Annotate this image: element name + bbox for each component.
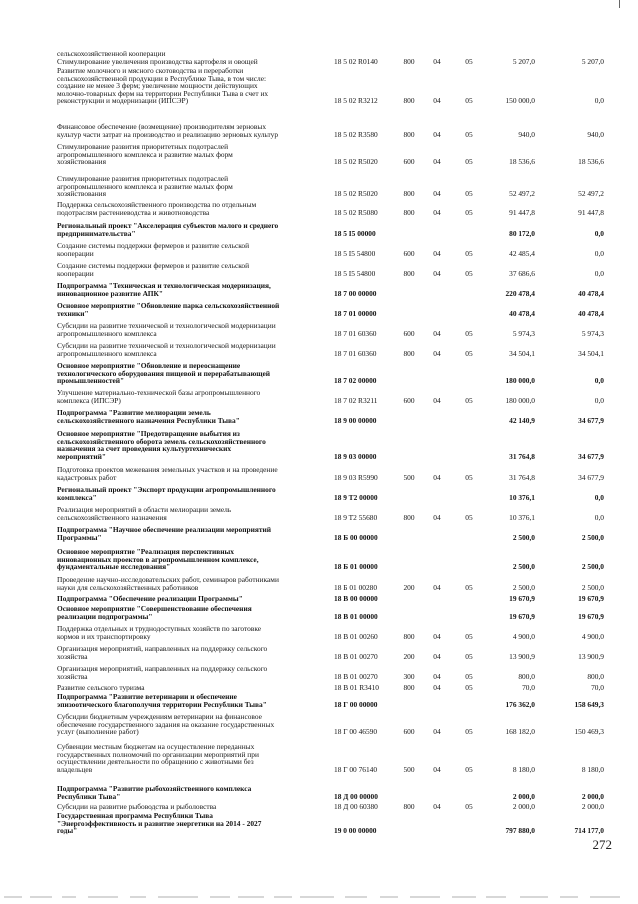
- row-section: 04: [433, 395, 441, 405]
- row-sum-next: 34 677,9: [578, 415, 604, 425]
- table-row: [0, 302, 638, 317]
- scan-smudge: [274, 896, 292, 898]
- row-expense-type: 800: [403, 268, 415, 278]
- row-name: Подпрограмма "Научное обеспечение реализации мероприятий Программы": [57, 525, 271, 542]
- scan-smudge: [410, 896, 440, 898]
- table-row: [0, 713, 638, 736]
- row-code: 18 9 T2 00000: [334, 492, 378, 502]
- row-sum-next: 0,0: [594, 96, 604, 106]
- row-name: Подготовка проектов межевания земельных участков и на проведение кадастровых работ: [57, 465, 278, 482]
- row-name: Основное мероприятие "Предотвращение выбытия из сельскохозяйственного оборота земель сельскохозяйственного назначения за счет проведения культуртехнических мероприятий": [57, 429, 266, 461]
- table-row: [0, 548, 638, 571]
- row-name: Основное мероприятие "Обновление и переоснащение технологического оборудования пищевой и перерабатывающей промышленностей": [57, 361, 271, 386]
- table-row: [0, 262, 638, 277]
- row-sum-current: 10 376,1: [509, 492, 535, 502]
- row-section: 04: [433, 189, 441, 199]
- table-row: [0, 693, 638, 708]
- row-name: Субсидии на развитие технической и технологической модернизации агропромышленного комплекса: [57, 321, 276, 338]
- row-section: 04: [433, 268, 441, 278]
- row-subsection: 05: [465, 189, 473, 199]
- row-sum-next: 0,0: [594, 268, 604, 278]
- row-code: 18 В 01 00270: [334, 651, 378, 661]
- table-row: [0, 803, 638, 811]
- row-sum-next: 34 504,1: [578, 348, 604, 358]
- row-sum-next: 40 478,4: [578, 288, 604, 298]
- row-sum-current: 42 485,4: [509, 248, 535, 258]
- row-code: 18 7 02 R3211: [334, 395, 378, 405]
- row-code: 18 5 02 R3580: [334, 129, 378, 139]
- row-sum-current: 52 497,2: [509, 189, 535, 199]
- row-subsection: 05: [465, 512, 473, 522]
- table-row: [0, 605, 638, 620]
- row-sum-next: 158 649,3: [574, 699, 604, 709]
- row-code: 18 В 01 00000: [334, 611, 378, 621]
- row-section: 04: [433, 328, 441, 338]
- row-section: 04: [433, 802, 441, 811]
- row-expense-type: 800: [403, 189, 415, 199]
- row-expense-type: 500: [403, 472, 415, 482]
- row-code: 18 5 I5 54800: [334, 248, 376, 258]
- row-code: 18 5 I5 00000: [334, 228, 376, 238]
- table-row: [0, 242, 638, 257]
- row-code: 18 Д 00 00000: [334, 791, 378, 801]
- row-sum-next: 34 677,9: [578, 472, 604, 482]
- row-section: 04: [433, 631, 441, 641]
- row-sum-current: 150 000,0: [505, 96, 535, 106]
- row-sum-current: 19 670,9: [509, 611, 535, 621]
- table-row: [0, 595, 638, 603]
- table-row: [0, 526, 638, 541]
- row-name: Поддержка отдельных и труднодоступных хозяйств по заготовке кормов и их транспортировку: [57, 624, 262, 641]
- row-name: Создание системы поддержки фермеров и развитие сельской кооперации: [57, 241, 250, 258]
- table-row: [0, 430, 638, 460]
- table-row: [0, 58, 638, 66]
- row-code: 18 7 02 00000: [334, 376, 377, 386]
- row-code: 18 9 T2 55680: [334, 512, 378, 522]
- table-row: [0, 143, 638, 166]
- row-subsection: 05: [465, 268, 473, 278]
- row-code: 18 Б 00 00000: [334, 532, 378, 542]
- row-expense-type: 200: [403, 651, 415, 661]
- row-code: 18 В 01 00260: [334, 631, 378, 641]
- row-sum-current: 800,0: [518, 671, 535, 681]
- row-code: 18 5 02 R5020: [334, 189, 378, 199]
- table-row: [0, 342, 638, 357]
- row-expense-type: 800: [403, 348, 415, 358]
- row-sum-current: 5 974,3: [512, 328, 535, 338]
- row-expense-type: 300: [403, 671, 415, 681]
- row-name: Подпрограмма "Развитие ветеринарии и обеспечение эпизоотического благополучия территории Республики Тыва": [57, 692, 267, 709]
- row-subsection: 05: [465, 683, 473, 692]
- row-sum-next: 19 670,9: [578, 594, 604, 603]
- table-row: [0, 625, 638, 640]
- row-sum-next: 940,0: [587, 129, 604, 139]
- row-sum-next: 150 469,3: [574, 727, 604, 737]
- table-row: [0, 282, 638, 297]
- row-sum-current: 180 000,0: [505, 376, 535, 386]
- table-row: [0, 576, 638, 591]
- row-expense-type: 800: [403, 802, 415, 811]
- row-code: 18 5 02 R3212: [334, 96, 378, 106]
- row-sum-next: 13 900,9: [578, 651, 604, 661]
- row-section: 04: [433, 157, 441, 167]
- row-sum-current: 2 500,0: [512, 582, 535, 592]
- row-sum-current: 5 207,0: [512, 57, 535, 66]
- row-sum-current: 31 764,8: [509, 451, 535, 461]
- row-sum-next: 18 536,6: [578, 157, 604, 167]
- row-name: Основное мероприятие "Совершенствование обеспечения реализации подпрограммы": [57, 604, 252, 621]
- row-name: Субвенции местным бюджетам на осуществление переданных государственных полномочий по организации мероприятий при осуществлении деятельности по обращению с животными без владельцев: [57, 742, 259, 774]
- row-section: 04: [433, 727, 441, 737]
- row-expense-type: 600: [403, 328, 415, 338]
- row-section: 04: [433, 582, 441, 592]
- table-row: [0, 67, 638, 105]
- table-row: [0, 785, 638, 800]
- row-sum-next: 5 974,3: [581, 328, 604, 338]
- row-name: Стимулирование развития приоритетных подотраслей агропромышленного комплекса и развитие малых форм хозяйствования: [57, 174, 233, 199]
- row-subsection: 05: [465, 472, 473, 482]
- scan-smudge: [210, 896, 230, 898]
- scan-smudge: [300, 896, 334, 898]
- row-subsection: 05: [465, 631, 473, 641]
- table-row: [0, 506, 638, 521]
- row-name: Организация мероприятий, направленных на поддержку сельского хозяйства: [57, 644, 268, 661]
- row-expense-type: 600: [403, 248, 415, 258]
- row-expense-type: 600: [403, 157, 415, 167]
- row-name: Реализация мероприятий в области мелиорации земель сельскохозяйственного назначения: [57, 505, 232, 522]
- row-section: 04: [433, 683, 441, 692]
- row-section: 04: [433, 651, 441, 661]
- row-sum-current: 168 182,0: [505, 727, 535, 737]
- row-sum-current: 91 447,8: [509, 207, 535, 217]
- row-expense-type: 500: [403, 764, 415, 774]
- row-code: 18 Г 00 00000: [334, 699, 378, 709]
- row-code: 18 9 03 00000: [334, 451, 377, 461]
- row-sum-current: 19 670,9: [509, 594, 535, 603]
- table-row: [0, 645, 638, 660]
- row-sum-next: 2 500,0: [581, 532, 604, 542]
- row-sum-next: 0,0: [594, 248, 604, 258]
- row-name: Подпрограмма "Развитие рыбохозяйственного комплекса Республики Тыва": [57, 784, 252, 801]
- row-code: 18 5 02 R5020: [334, 157, 378, 167]
- row-sum-next: 91 447,8: [578, 207, 604, 217]
- page-number: 272: [592, 837, 612, 852]
- table-row: [0, 362, 638, 385]
- row-expense-type: 800: [403, 683, 415, 692]
- row-subsection: 05: [465, 395, 473, 405]
- row-sum-current: 2 000,0: [512, 791, 535, 801]
- row-code: 18 Б 01 00000: [334, 562, 378, 572]
- row-sum-next: 714 177,0: [574, 826, 604, 836]
- row-section: 04: [433, 248, 441, 258]
- row-name: Государственная программа Республики Тыва "Энергоэффективность и развитие энергетики на 2014 - 2027 годы": [57, 811, 262, 836]
- row-section: 04: [433, 348, 441, 358]
- scan-smudge: [452, 896, 476, 898]
- scan-smudge: [238, 896, 264, 898]
- row-sum-current: 34 504,1: [509, 348, 535, 358]
- row-name: Субсидии бюджетным учреждениям ветеринарии на финансовое обеспечение государственного задания на оказание государственных услуг (выполнение работ): [57, 712, 275, 737]
- scan-smudge: [130, 896, 146, 898]
- table-row: [0, 466, 638, 481]
- row-code: 18 В 00 00000: [334, 594, 378, 603]
- row-code: 18 7 01 60360: [334, 348, 377, 358]
- row-expense-type: 800: [403, 129, 415, 139]
- row-name: Подпрограмма "Развитие мелиорации земель сельскохозяйственного назначения Республики Тыва": [57, 408, 240, 425]
- row-name: Проведение научно-исследовательских работ, семинаров работниками науки для сельскохозяйственных работников: [57, 575, 279, 592]
- row-subsection: 05: [465, 248, 473, 258]
- row-sum-next: 52 497,2: [578, 189, 604, 199]
- row-subsection: 05: [465, 57, 473, 66]
- row-name: Финансовое обеспечение (возмещение) производителям зерновых культур части затрат на производство и реализацию зерновых культур: [57, 122, 279, 139]
- row-sum-current: 10 376,1: [509, 512, 535, 522]
- row-sum-next: 2 000,0: [581, 802, 604, 811]
- row-subsection: 05: [465, 802, 473, 811]
- row-sum-next: 0,0: [594, 492, 604, 502]
- row-code: 18 7 00 00000: [334, 288, 377, 298]
- row-sum-next: 40 478,4: [578, 308, 604, 318]
- row-sum-next: 5 207,0: [581, 57, 604, 66]
- scan-bottom-edge: [0, 893, 638, 904]
- row-sum-current: 176 362,0: [505, 699, 535, 709]
- table-row: [0, 486, 638, 501]
- row-section: 04: [433, 129, 441, 139]
- row-subsection: 05: [465, 96, 473, 106]
- row-code: 19 0 00 00000: [334, 826, 377, 836]
- row-subsection: 05: [465, 348, 473, 358]
- row-sum-current: 70,0: [522, 683, 535, 692]
- row-code: 18 Г 00 46590: [334, 727, 378, 737]
- row-sum-current: 40 478,4: [509, 308, 535, 318]
- row-sum-current: 8 180,0: [512, 764, 535, 774]
- row-sum-next: 0,0: [594, 228, 604, 238]
- row-sum-current: 797 880,0: [505, 826, 535, 836]
- row-section: 04: [433, 96, 441, 106]
- row-code: 18 Д 00 60380: [334, 802, 378, 811]
- row-subsection: 05: [465, 671, 473, 681]
- row-name: Основное мероприятие "Обновление парка сельскохозяйственной техники": [57, 301, 280, 318]
- table-row: [0, 222, 638, 237]
- scan-smudge: [30, 896, 52, 898]
- row-name: Подпрограмма "Обеспечение реализации Программы": [57, 594, 243, 603]
- row-code: 18 7 01 60360: [334, 328, 377, 338]
- row-name: Поддержка сельскохозяйственного производства по отдельным подотраслям растениеводства и животноводства: [57, 200, 257, 217]
- scan-smudge: [4, 896, 22, 898]
- row-code: 18 Б 01 00280: [334, 582, 378, 592]
- row-sum-current: 940,0: [518, 129, 535, 139]
- row-code: 18 В 01 00270: [334, 671, 378, 681]
- row-section: 04: [433, 764, 441, 774]
- row-name: Основное мероприятие "Реализация перспективных инновационных проектов в агропромышленном комплексе, фундаментальные исследования": [57, 547, 259, 572]
- scan-smudge: [520, 896, 548, 898]
- row-sum-current: 18 536,6: [509, 157, 535, 167]
- scan-mark: [619, 0, 620, 8]
- row-subsection: 05: [465, 157, 473, 167]
- row-sum-current: 37 686,6: [509, 268, 535, 278]
- table-row: [0, 201, 638, 216]
- row-expense-type: 800: [403, 96, 415, 106]
- row-name: Субсидии на развитие рыбоводства и рыболовства: [57, 802, 217, 811]
- row-section: 04: [433, 57, 441, 66]
- row-expense-type: 800: [403, 207, 415, 217]
- row-expense-type: 600: [403, 395, 415, 405]
- row-sum-next: 19 670,9: [578, 611, 604, 621]
- row-section: 04: [433, 512, 441, 522]
- row-name: Создание системы поддержки фермеров и развитие сельской кооперации: [57, 261, 250, 278]
- row-sum-current: 13 900,9: [509, 651, 535, 661]
- scan-smudge: [560, 896, 578, 898]
- row-name: Подпрограмма "Техническая и технологическая модернизация, инновационное развитие АПК": [57, 281, 271, 298]
- row-sum-current: 42 140,9: [509, 415, 535, 425]
- row-name: Региональный проект "Экспорт продукции агропромышленного комплекса": [57, 485, 276, 502]
- row-expense-type: 600: [403, 727, 415, 737]
- row-sum-next: 4 900,0: [581, 631, 604, 641]
- row-sum-next: 2 000,0: [581, 791, 604, 801]
- row-section: 04: [433, 207, 441, 217]
- row-code: 18 В 01 R3410: [334, 683, 379, 692]
- scan-smudge: [380, 896, 398, 898]
- row-subsection: 05: [465, 764, 473, 774]
- row-subsection: 05: [465, 582, 473, 592]
- row-name: Субсидии на развитие технической и технологической модернизации агропромышленного комплекса: [57, 341, 276, 358]
- row-code: 18 5 02 R0140: [334, 57, 378, 66]
- row-sum-current: 2 500,0: [512, 532, 535, 542]
- scan-smudge: [62, 896, 76, 898]
- row-section: 04: [433, 472, 441, 482]
- table-row: [0, 684, 638, 692]
- table-row: [0, 123, 638, 138]
- scan-smudge: [345, 896, 367, 898]
- row-subsection: 05: [465, 129, 473, 139]
- row-code: 18 5 I5 54800: [334, 268, 376, 278]
- row-name: Улучшение материально-технической базы агропромышленного комплекса (ИПСЭР): [57, 388, 261, 405]
- row-sum-current: 2 000,0: [512, 802, 535, 811]
- table-row: [0, 665, 638, 680]
- row-expense-type: 800: [403, 512, 415, 522]
- scan-smudge: [158, 896, 198, 898]
- row-sum-next: 2 500,0: [581, 562, 604, 572]
- row-subsection: 05: [465, 727, 473, 737]
- row-code: 18 5 02 R5080: [334, 207, 378, 217]
- row-code: 18 9 03 R5990: [334, 472, 378, 482]
- row-name: Развитие молочного и мясного скотоводства и переработки сельскохозяйственной продукции в Республике Тыва, в том числе: создание не менее 3 ферм; увеличение мощности действующих молочно-товарных ферм на территории Республики Тыва в счет их реконструкции и модернизации (ИПСЭР): [57, 66, 269, 106]
- row-expense-type: 200: [403, 582, 415, 592]
- row-section: 04: [433, 671, 441, 681]
- row-sum-current: 80 172,0: [509, 228, 535, 238]
- row-code: 18 7 01 00000: [334, 308, 377, 318]
- row-sum-next: 800,0: [587, 671, 604, 681]
- scan-smudge: [88, 896, 118, 898]
- table-row: [0, 743, 638, 773]
- row-sum-next: 0,0: [594, 512, 604, 522]
- row-code: 18 9 00 00000: [334, 415, 377, 425]
- row-expense-type: 800: [403, 631, 415, 641]
- row-sum-next: 34 677,9: [578, 451, 604, 461]
- table-row: [0, 389, 638, 404]
- row-expense-type: 800: [403, 57, 415, 66]
- row-sum-current: 4 900,0: [512, 631, 535, 641]
- row-subsection: 05: [465, 328, 473, 338]
- table-row: [0, 812, 638, 835]
- row-sum-next: 0,0: [594, 376, 604, 386]
- row-subsection: 05: [465, 651, 473, 661]
- row-code: 18 Г 00 76140: [334, 764, 378, 774]
- row-sum-current: 180 000,0: [505, 395, 535, 405]
- row-sum-next: 8 180,0: [581, 764, 604, 774]
- table-row: [0, 409, 638, 424]
- row-sum-current: 220 478,4: [505, 288, 535, 298]
- row-sum-current: 2 500,0: [512, 562, 535, 572]
- row-name: Организация мероприятий, направленных на поддержку сельского хозяйства: [57, 664, 268, 681]
- row-name: Стимулирование развития приоритетных подотраслей агропромышленного комплекса и развитие малых форм хозяйствования: [57, 142, 233, 167]
- row-sum-next: 2 500,0: [581, 582, 604, 592]
- row-name: Региональный проект "Акселерация субъектов малого и среднего предпринимательства": [57, 221, 279, 238]
- table-row: [0, 175, 638, 198]
- row-sum-next: 70,0: [591, 683, 604, 692]
- scan-smudge: [486, 896, 506, 898]
- row-name: сельскохозяйственной кооперации: [57, 49, 166, 58]
- row-subsection: 05: [465, 207, 473, 217]
- scan-smudge: [590, 896, 620, 898]
- row-sum-current: 31 764,8: [509, 472, 535, 482]
- row-name: Развитие сельского туризма: [57, 683, 145, 692]
- row-name: Стимулирование увеличения производства картофеля и овощей: [57, 57, 258, 66]
- row-sum-next: 0,0: [594, 395, 604, 405]
- table-row: [0, 322, 638, 337]
